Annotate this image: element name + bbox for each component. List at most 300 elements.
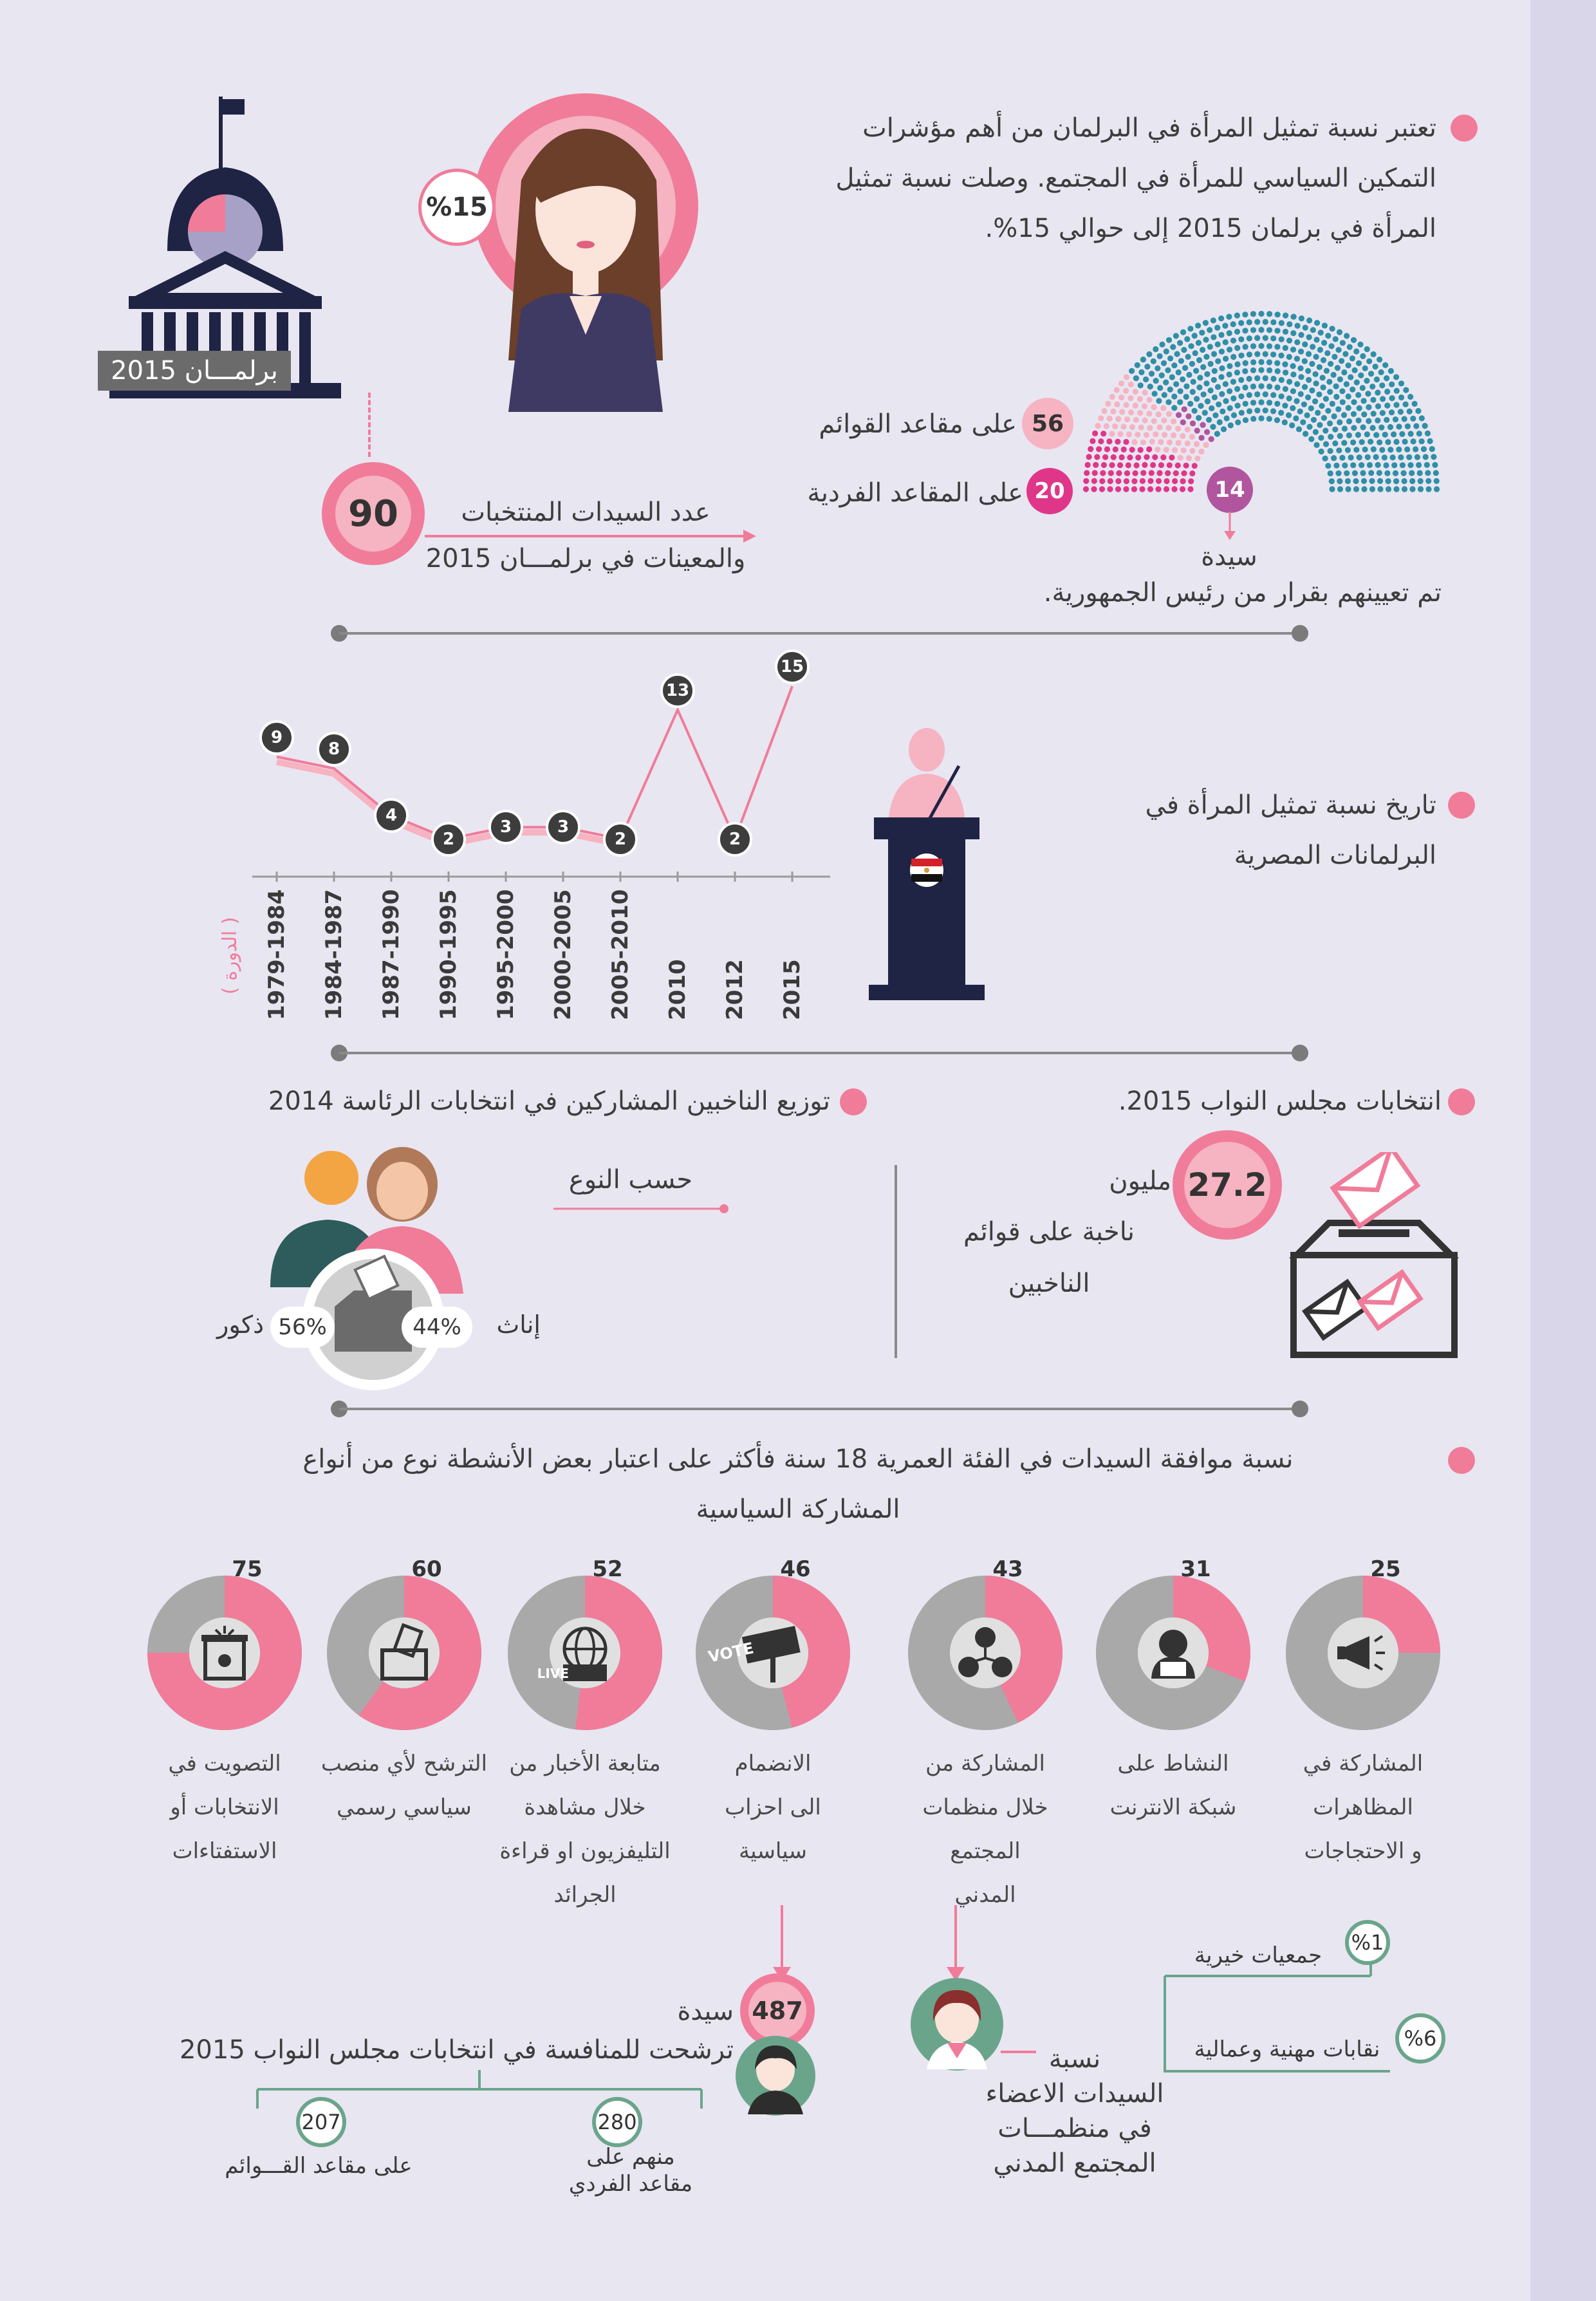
seat-dot bbox=[1371, 446, 1377, 452]
seat-dot bbox=[1434, 478, 1440, 484]
donut-value-label: 43 bbox=[992, 1556, 1023, 1582]
seat-dot bbox=[1270, 335, 1276, 341]
seat-dot bbox=[1116, 470, 1122, 476]
seat-dot bbox=[1396, 424, 1402, 429]
seat-dot bbox=[1393, 478, 1399, 484]
seat-dot bbox=[1149, 439, 1155, 445]
activity-label bbox=[314, 1742, 494, 1829]
seat-dot bbox=[1311, 417, 1317, 423]
seat-dot bbox=[1147, 486, 1153, 492]
seat-dot bbox=[1140, 470, 1146, 476]
seat-dot bbox=[1374, 377, 1380, 382]
seat-dot bbox=[1250, 416, 1256, 422]
seat-dot bbox=[1341, 412, 1347, 418]
seat-dot bbox=[1164, 348, 1169, 354]
seat-dot bbox=[1274, 401, 1280, 407]
seat-dot bbox=[1152, 454, 1158, 460]
seat-dot bbox=[1128, 409, 1134, 415]
seat-dot bbox=[1413, 446, 1418, 452]
seat-dot bbox=[1192, 350, 1198, 356]
activities-title-line: نسبة موافقة السيدات في الفئة العمرية 18 سنة فأكثر على اعتبار بعض الأنشطة نوع من أنواع bbox=[302, 1444, 1294, 1474]
seat-dot bbox=[1382, 432, 1388, 438]
seat-dot bbox=[1200, 422, 1206, 428]
separator-line bbox=[339, 632, 1300, 635]
seat-dot bbox=[1358, 373, 1364, 378]
seat-dot bbox=[1254, 335, 1260, 341]
seat-dot bbox=[1425, 478, 1431, 484]
seat-dot bbox=[1189, 434, 1195, 440]
seat-dot bbox=[1156, 478, 1162, 484]
female-label: إناث bbox=[496, 1310, 541, 1339]
seat-dot bbox=[1189, 470, 1195, 476]
intro-line: المرأة في برلمان 2015 إلى حوالي 15%. bbox=[985, 214, 1436, 243]
seat-dot bbox=[1320, 375, 1326, 380]
separator-line bbox=[339, 1408, 1300, 1410]
seat-dot bbox=[1407, 409, 1413, 415]
seat-dot bbox=[1138, 425, 1144, 431]
seat-dot bbox=[1110, 409, 1116, 415]
seat-dot bbox=[1203, 354, 1209, 360]
seat-dot bbox=[1218, 332, 1224, 338]
seat-dot bbox=[1299, 315, 1304, 321]
seat-dot bbox=[1340, 340, 1346, 346]
seat-dot bbox=[1230, 321, 1236, 327]
seat-dot bbox=[1263, 375, 1268, 381]
seat-dot bbox=[1176, 369, 1182, 375]
seat-dot bbox=[1267, 343, 1272, 349]
seat-dot bbox=[1361, 398, 1367, 404]
seat-dot bbox=[1383, 462, 1389, 468]
seat-dot bbox=[1286, 338, 1292, 344]
seat-dot bbox=[1418, 486, 1424, 492]
seat-dot bbox=[1275, 312, 1281, 317]
representation-line-chart bbox=[245, 644, 849, 901]
seat-dot bbox=[1313, 429, 1319, 435]
separator-dot bbox=[1292, 1401, 1308, 1417]
seat-dot bbox=[1190, 389, 1196, 395]
seat-dot bbox=[1346, 362, 1351, 368]
seat-dot bbox=[1123, 486, 1129, 492]
seat-dot bbox=[1412, 401, 1418, 407]
seat-dot bbox=[1371, 351, 1377, 357]
seat-dot bbox=[1290, 371, 1296, 377]
union-label: نقابات مهنية وعمالية bbox=[1194, 2036, 1380, 2062]
seat-dot bbox=[1398, 395, 1404, 400]
seat-dot bbox=[1172, 478, 1178, 484]
seat-dot bbox=[1173, 333, 1179, 339]
seat-dot bbox=[1346, 393, 1351, 399]
seat-dot bbox=[1177, 340, 1183, 346]
seat-dot bbox=[1306, 377, 1312, 383]
seat-dot bbox=[1279, 320, 1285, 326]
seat-dot bbox=[1223, 339, 1229, 345]
seat-dot bbox=[1234, 329, 1240, 335]
individual-candidates-number: 280 bbox=[592, 2097, 642, 2147]
seat-dot bbox=[1227, 330, 1232, 336]
total-text-line: عدد السيدات المنتخبات bbox=[461, 498, 710, 527]
seat-dot bbox=[1166, 411, 1172, 417]
seat-dot bbox=[1306, 424, 1312, 430]
seat-dot bbox=[1144, 364, 1150, 369]
seat-dot bbox=[1389, 409, 1395, 415]
seat-dot bbox=[1137, 410, 1143, 416]
seat-dot bbox=[1176, 412, 1182, 418]
seat-dot bbox=[1156, 411, 1162, 417]
seat-dot bbox=[1369, 478, 1375, 484]
seat-dot bbox=[1218, 374, 1224, 380]
seat-dot bbox=[1192, 333, 1198, 339]
voters-text-line: الناخبين bbox=[1008, 1269, 1090, 1298]
seat-dot bbox=[1298, 349, 1304, 355]
seat-dot bbox=[1238, 377, 1244, 383]
seat-dot bbox=[1124, 416, 1130, 422]
seat-dot bbox=[1355, 432, 1361, 438]
seat-dot bbox=[1371, 411, 1377, 416]
seat-dot bbox=[1350, 355, 1355, 361]
seat-dot bbox=[1195, 322, 1201, 328]
history-title-line: تاريخ نسبة تمثيل المرأة في bbox=[1145, 790, 1436, 820]
seat-dot bbox=[1282, 361, 1288, 367]
seat-dot bbox=[1419, 415, 1425, 421]
seat-dot bbox=[1109, 462, 1115, 468]
donut-value-label: 46 bbox=[780, 1556, 811, 1582]
ballot-box-icon bbox=[1277, 1152, 1471, 1371]
seat-dot bbox=[1402, 439, 1408, 445]
seat-dot bbox=[1332, 440, 1338, 446]
seat-dot bbox=[1250, 311, 1256, 317]
seat-dot bbox=[1190, 420, 1196, 426]
seat-dot bbox=[1339, 358, 1344, 364]
seat-dot bbox=[1357, 342, 1363, 348]
activity-label-line: خلال مشاهدة bbox=[524, 1794, 646, 1820]
seat-dot bbox=[1295, 323, 1301, 329]
seat-dot bbox=[1200, 347, 1205, 353]
seat-dot bbox=[1092, 431, 1098, 436]
seat-dot bbox=[1133, 403, 1138, 409]
intro-text bbox=[728, 103, 1436, 254]
seat-dot bbox=[1227, 347, 1232, 353]
seat-dot bbox=[1431, 454, 1436, 460]
seat-dot bbox=[1203, 442, 1209, 448]
seat-dot bbox=[1180, 433, 1185, 439]
activity-label-line: شبكة الانترنت bbox=[1109, 1794, 1237, 1820]
seat-dot bbox=[1274, 384, 1280, 390]
seat-dot bbox=[1160, 454, 1166, 460]
seat-dot bbox=[1124, 374, 1129, 380]
seat-dot bbox=[1180, 478, 1186, 484]
seat-dot bbox=[1321, 340, 1327, 346]
seat-dot bbox=[1189, 448, 1195, 454]
seat-dot bbox=[1427, 438, 1433, 444]
individual-candidates-label bbox=[553, 2143, 708, 2197]
seat-dot bbox=[1126, 462, 1131, 468]
seat-dot bbox=[1247, 351, 1252, 357]
seat-dot bbox=[1294, 381, 1300, 387]
seat-dot bbox=[1142, 462, 1147, 468]
seat-dot bbox=[1218, 315, 1224, 321]
seat-dot bbox=[1391, 431, 1396, 437]
x-tick-label: 1979-1984 bbox=[264, 889, 290, 1020]
seat-dot bbox=[1377, 486, 1383, 492]
seat-dot bbox=[1194, 441, 1200, 447]
seat-dot bbox=[1293, 415, 1299, 421]
seat-dot bbox=[1354, 380, 1360, 386]
x-tick-label: 2010 bbox=[665, 959, 691, 1020]
seat-dot bbox=[1083, 486, 1089, 492]
seat-dot bbox=[1384, 375, 1389, 381]
x-tick-label: 2012 bbox=[722, 959, 748, 1020]
seat-dot bbox=[1336, 347, 1342, 353]
seat-dot bbox=[1124, 470, 1130, 476]
seat-dot bbox=[1282, 403, 1288, 409]
seat-dot bbox=[1332, 354, 1337, 360]
seat-dot bbox=[1356, 360, 1362, 366]
seat-dot bbox=[1143, 377, 1149, 382]
seat-dot bbox=[1182, 365, 1188, 371]
seat-dot bbox=[1098, 438, 1104, 444]
seat-dot bbox=[1115, 439, 1120, 445]
seat-dot bbox=[1214, 325, 1220, 331]
seat-dot bbox=[1254, 407, 1260, 413]
seat-dot bbox=[1140, 357, 1146, 362]
seat-dot bbox=[1364, 431, 1370, 437]
seat-dot bbox=[1153, 431, 1158, 437]
seat-dot bbox=[1317, 422, 1322, 428]
seat-dot bbox=[1313, 354, 1319, 360]
seat-dot bbox=[1283, 345, 1288, 351]
seat-dot bbox=[1109, 431, 1115, 436]
seat-dot bbox=[1162, 432, 1167, 438]
seat-dot bbox=[1309, 361, 1315, 367]
voters-text bbox=[927, 1206, 1171, 1309]
seat-dot bbox=[1366, 359, 1372, 364]
seat-dot bbox=[1117, 462, 1123, 468]
seat-dot bbox=[1316, 391, 1322, 397]
seat-dot bbox=[1199, 330, 1205, 335]
seat-dot bbox=[1375, 389, 1380, 395]
seat-dot bbox=[1274, 417, 1280, 423]
seat-dot bbox=[1368, 371, 1374, 377]
x-tick-label: 1990-1995 bbox=[436, 889, 461, 1020]
seat-dot bbox=[1186, 455, 1192, 461]
seat-dot bbox=[1150, 462, 1156, 468]
seat-dot bbox=[1258, 311, 1264, 317]
seat-dot bbox=[1121, 447, 1127, 452]
seat-dot bbox=[1318, 330, 1324, 335]
individual-seats-number: 20 bbox=[1026, 468, 1073, 514]
seat-dot bbox=[1211, 351, 1217, 357]
seat-dot bbox=[1416, 462, 1422, 468]
seat-dot bbox=[1361, 478, 1367, 484]
seat-dot bbox=[1263, 351, 1268, 357]
seat-dot bbox=[1180, 486, 1185, 492]
seat-dot bbox=[1396, 447, 1402, 452]
seat-dot bbox=[1345, 478, 1351, 484]
seat-dot bbox=[1091, 486, 1097, 492]
female-percent: 44% bbox=[402, 1307, 472, 1348]
seat-dot bbox=[1290, 388, 1296, 394]
woman-avatar-candidate bbox=[734, 2034, 817, 2118]
seat-dot bbox=[1196, 384, 1202, 390]
seat-dot bbox=[1215, 384, 1221, 390]
seat-dot bbox=[1243, 344, 1248, 349]
seat-dot bbox=[1342, 463, 1348, 469]
seat-dot bbox=[1250, 384, 1256, 389]
seat-dot bbox=[1108, 478, 1113, 484]
seat-dot bbox=[1094, 454, 1100, 460]
history-title-line: البرلمانات المصرية bbox=[1234, 841, 1436, 870]
seat-dot bbox=[1224, 415, 1230, 421]
seat-dot bbox=[1351, 411, 1357, 417]
seat-dot bbox=[1172, 447, 1178, 453]
seat-dot bbox=[1160, 405, 1166, 411]
seat-dot bbox=[1373, 364, 1378, 369]
seat-dot bbox=[1401, 470, 1407, 476]
activity-label-line: متابعة الأخبار من bbox=[509, 1751, 661, 1776]
activities-title bbox=[167, 1434, 1429, 1534]
seat-dot bbox=[1318, 435, 1324, 441]
voters-text-line: ناخبة على قوائم bbox=[963, 1217, 1135, 1247]
seat-dot bbox=[1337, 433, 1343, 439]
seat-dot bbox=[1247, 392, 1252, 398]
seat-dot bbox=[1424, 462, 1430, 468]
seat-dot bbox=[1353, 348, 1359, 354]
donut-value-label: 60 bbox=[411, 1556, 442, 1582]
seat-dot bbox=[1328, 361, 1333, 367]
seat-dot bbox=[1377, 478, 1383, 484]
seat-dot bbox=[1161, 360, 1167, 366]
donut-value-label: 52 bbox=[592, 1556, 623, 1582]
seat-dot bbox=[1228, 422, 1234, 428]
seat-dot bbox=[1215, 359, 1221, 364]
seat-dot bbox=[1258, 399, 1264, 405]
seat-dot bbox=[1377, 357, 1382, 362]
seat-dot bbox=[1387, 447, 1393, 452]
activity-label-line: خلال منظمات bbox=[922, 1794, 1048, 1820]
seat-dot bbox=[1131, 486, 1137, 492]
seat-dot bbox=[1291, 314, 1297, 320]
ngo-text-line: السيدات الاعضاء bbox=[985, 2079, 1164, 2109]
seat-dot bbox=[1282, 420, 1288, 425]
seat-dot bbox=[1360, 353, 1366, 359]
seat-dot bbox=[1140, 478, 1146, 484]
list-candidates-label: على مقاعد القـــوائم bbox=[225, 2153, 413, 2179]
seat-dot bbox=[1298, 374, 1304, 380]
seat-dot bbox=[1403, 402, 1409, 407]
activity-donut bbox=[689, 1569, 857, 1737]
seat-dot bbox=[1133, 417, 1139, 423]
seat-dot bbox=[1101, 462, 1107, 468]
seat-dot bbox=[1230, 354, 1236, 360]
seat-dot bbox=[1286, 379, 1292, 385]
seat-dot bbox=[1382, 362, 1388, 368]
seat-dot bbox=[1297, 409, 1303, 415]
seat-dot bbox=[1144, 454, 1149, 460]
seat-dot bbox=[1302, 384, 1308, 390]
seat-dot bbox=[1270, 408, 1276, 414]
seat-dot bbox=[1313, 371, 1319, 377]
seat-dot bbox=[1339, 455, 1345, 461]
seat-dot bbox=[1199, 435, 1205, 441]
seat-dot bbox=[1340, 399, 1346, 405]
seat-dot bbox=[1407, 394, 1413, 400]
activity-label-line: سياسي رسمي bbox=[337, 1794, 472, 1820]
seat-dot bbox=[1286, 321, 1292, 327]
seat-dot bbox=[1219, 349, 1225, 355]
seat-dot bbox=[1178, 388, 1183, 394]
seat-dot bbox=[1258, 327, 1264, 333]
seat-dot bbox=[1351, 425, 1357, 431]
seat-dot bbox=[1254, 351, 1260, 357]
seat-dot bbox=[1398, 454, 1404, 460]
by-gender-label: حسب النوع bbox=[568, 1165, 693, 1195]
seat-dot bbox=[1194, 396, 1200, 402]
seat-dot bbox=[1353, 478, 1359, 484]
activity-donut bbox=[902, 1569, 1069, 1737]
seat-dot bbox=[1337, 478, 1342, 484]
activity-donut bbox=[141, 1569, 308, 1737]
seat-dot bbox=[1267, 384, 1272, 389]
seat-dot bbox=[1297, 366, 1303, 371]
seat-dot bbox=[1413, 423, 1419, 429]
seat-dot bbox=[1398, 409, 1404, 415]
seat-dot bbox=[1120, 424, 1126, 429]
seat-dot bbox=[1314, 320, 1320, 326]
seat-dot bbox=[1144, 432, 1149, 438]
seat-dot bbox=[1164, 447, 1169, 452]
seat-dot bbox=[1153, 346, 1158, 352]
seat-dot bbox=[1146, 397, 1152, 403]
seat-dot bbox=[1142, 418, 1148, 424]
seat-dot bbox=[1298, 332, 1304, 338]
seat-dot bbox=[1380, 410, 1386, 416]
seat-dot bbox=[1319, 449, 1324, 454]
activity-label bbox=[1273, 1742, 1453, 1873]
seat-dot bbox=[1223, 356, 1229, 362]
seat-dot bbox=[1393, 439, 1399, 445]
voters-number-circle bbox=[1173, 1130, 1282, 1240]
seat-dot bbox=[1286, 395, 1292, 401]
seat-dot bbox=[1177, 399, 1183, 405]
seat-dot bbox=[1393, 416, 1398, 422]
voters-number: 27.2 bbox=[1184, 1142, 1270, 1228]
seat-dot bbox=[1384, 389, 1390, 395]
seat-dot bbox=[1135, 432, 1140, 438]
candidates-number: 487 bbox=[748, 1982, 806, 2040]
seat-dot bbox=[1388, 368, 1394, 374]
seat-dot bbox=[1306, 317, 1312, 323]
data-point-label: 8 bbox=[317, 732, 351, 767]
seat-dot bbox=[1102, 408, 1108, 414]
seat-dot bbox=[1108, 470, 1114, 476]
seat-dot bbox=[1215, 341, 1221, 347]
seat-dot bbox=[1126, 431, 1132, 437]
seat-dot bbox=[1323, 396, 1329, 402]
seat-dot bbox=[1234, 361, 1240, 367]
section-bullet bbox=[1448, 792, 1475, 819]
seat-dot bbox=[1329, 478, 1335, 484]
seat-dot bbox=[1370, 425, 1376, 431]
seat-dot bbox=[1378, 369, 1384, 375]
dashed-connector bbox=[368, 393, 373, 457]
seat-dot bbox=[1181, 447, 1187, 453]
seat-dot bbox=[1187, 401, 1193, 407]
seat-dot bbox=[1166, 337, 1172, 343]
seat-dot bbox=[1132, 439, 1138, 445]
seat-dot bbox=[1348, 374, 1353, 380]
seat-dot bbox=[1360, 424, 1366, 430]
series-line bbox=[277, 686, 792, 839]
